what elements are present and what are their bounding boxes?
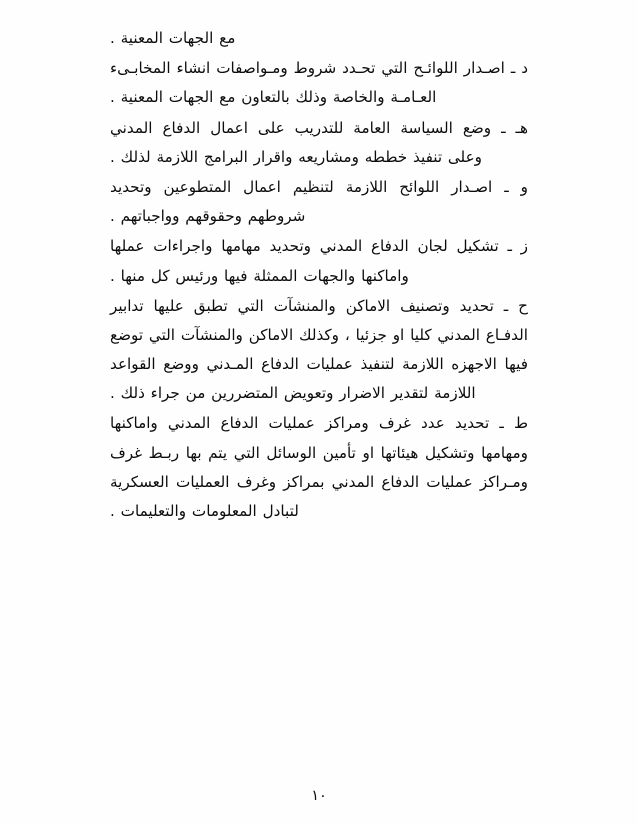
- paragraph: هـ ـ وضع السياسة العامة للتدريب على اعمال الدفاع المدني وعلى تنفيذ خططه ومشاريعه واقرار البرامج اللازمة لذلك .: [110, 118, 528, 166]
- paragraph: مع الجهات المعنية .: [110, 29, 236, 47]
- paragraph: ح ـ تحديد وتصنيف الاماكن والمنشآت التي تطبق عليها تدابير الدفـاع المدني كليا او جزئيا ، وكذلك الاماكن والمنشآت التي توضع فيها الاجهزه اللازمة لتنفيذ عمليات الدفاع المـدني ووضع القواعد اللازمة لتقدير الاضرار وتعويض المتضررين من جراء ذلك .: [110, 296, 528, 403]
- paragraph: ط ـ تحديد عدد غرف ومراكز عمليات الدفاع المدني واماكنها ومهامها وتشكيل هيئاتها او تأمين الوسائل التي يتم بها ربـط غرف ومـراكز عمليات الدفاع المدني بمراكز وغرف العمليات العسكرية لتبادل المعلومات والتعليمات .: [110, 414, 528, 520]
- page-number: ١٠: [311, 788, 327, 804]
- page-body: [110, 24, 528, 527]
- paragraph: ز ـ تشكيل لجان الدفاع المدني وتحديد مهامها واجراءات عملها واماكنها والجهات الممثلة فيها ورئيس كل منها .: [110, 237, 528, 285]
- paragraph: و ـ اصـدار اللوائح اللازمة لتنظيم اعمال المتطوعين وتحديد شروطهم وحقوقهم وواجباتهم .: [110, 177, 528, 226]
- paragraph: د ـ اصـدار اللوائـح التي تحـدد شروط ومـواصفات انشاء المخابـىء العـامـة والخاصة وذلك بالتعاون مع الجهات المعنية .: [110, 59, 528, 107]
